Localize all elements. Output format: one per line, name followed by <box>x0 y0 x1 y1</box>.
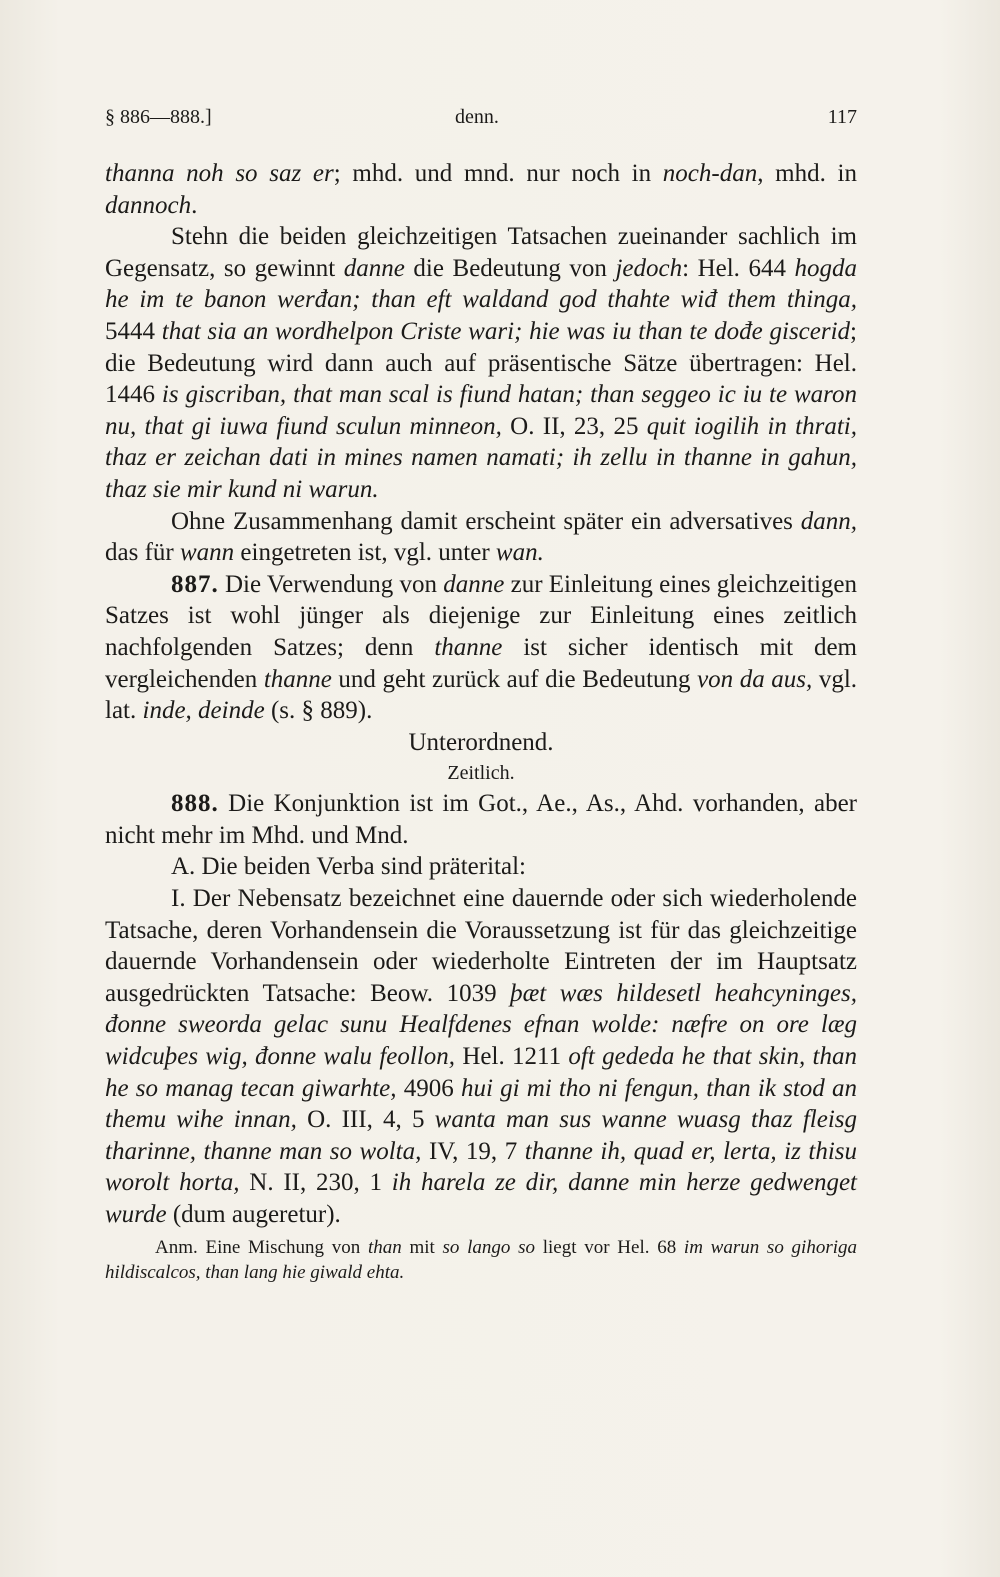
quote: ih harela ze dir, danne min herze gedwenget wurde <box>105 1169 857 1228</box>
text-run: mit <box>401 1236 443 1258</box>
text-run: (dum augeretur). <box>166 1201 341 1228</box>
text-run: eingetreten ist, vgl. unter <box>234 539 496 567</box>
quote: hogda he im te banon werđan; than eft waldand god thahte wiđ them thinga, <box>105 254 858 314</box>
quote: dannoch <box>105 191 192 219</box>
running-header <box>105 106 857 136</box>
quote: so lango so <box>442 1236 536 1258</box>
body-text <box>105 158 857 1304</box>
text-run: und geht zurück auf die Bedeutung <box>331 665 698 693</box>
text-run: (s. § 889). <box>264 697 373 725</box>
text-run: , mhd. in <box>757 160 857 187</box>
quote: wan. <box>495 539 544 567</box>
paragraph-887 <box>105 569 857 727</box>
section-number: 888. <box>171 790 219 818</box>
quote: quit iogilih in thrati, thaz er zeichan dati in mines namen namati; ih zellu in thanne in gahun, thaz sie mir kund ni warun. <box>105 412 858 503</box>
heading-zeitlich: Zeitlich. <box>447 762 515 785</box>
text-run: vgl. lat. <box>105 665 858 725</box>
quote: that sia an wordhelpon Criste wari; hie was iu than te dođe giscerid <box>161 317 851 345</box>
text-run: . <box>191 191 198 219</box>
text-run: das für <box>105 539 180 567</box>
quote: wann <box>179 539 235 567</box>
text-run: A. Die beiden Verba sind präterital: <box>171 853 526 881</box>
subheading-a <box>105 851 857 883</box>
text-run: ; mhd. und mnd. nur noch in <box>333 160 663 187</box>
quote: oft gededa he that skin, than he so manag tecan giwarhte, <box>105 1043 858 1102</box>
quote: dann, <box>800 507 857 535</box>
text-run: zur Einleitung eines gleichzeitigen Satzes ist wohl jünger als diejenige zur Einleitung eines zeitlich nachfolgenden Satzes; denn <box>105 570 858 661</box>
paragraph-i <box>105 883 857 1231</box>
text-run: O. II, 23, 25 <box>501 412 647 440</box>
text-run: I. Der Nebensatz bezeichnet eine dauernde oder sich wiederholende Tatsache, deren Vorhandensein die Voraussetzung ist für das gleichzeitige dauernde Vorhandensein oder wiederholte Eintreten der im Hauptsatz ausgedrückten Tatsache: Beow. 1039 <box>105 885 857 1007</box>
text-run: ist sicher identisch mit dem vergleichenden <box>105 633 857 693</box>
text-run: ; die Bedeutung wird dann auch auf präsentische Sätze übertragen: Hel. 1446 <box>105 317 857 409</box>
text-run: IV, 19, 7 <box>421 1137 525 1165</box>
text-run: O. III, 4, 5 <box>296 1106 435 1134</box>
header-title: denn. <box>455 106 499 128</box>
paragraph-continuation <box>105 158 857 221</box>
footnote-anm <box>105 1235 857 1285</box>
quote: thanna noh so saz er <box>105 160 334 187</box>
quote: thanne <box>263 665 332 693</box>
quote: danne <box>343 254 405 282</box>
text-run: Eine Mischung von <box>197 1236 368 1258</box>
paragraph-gegensatz <box>105 221 857 505</box>
quote: noch-dan <box>662 160 758 187</box>
paragraph-adversativ <box>105 506 857 569</box>
quote: danne <box>443 570 505 598</box>
text-run: Die Konjunktion ist im Got., Ae., As., Ahd. vorhanden, aber nicht mehr im Mhd. und Mnd. <box>105 790 857 849</box>
quote: inde, deinde <box>142 697 265 725</box>
text-run: liegt vor Hel. 68 <box>535 1236 684 1258</box>
text-run: die Bedeutung von <box>404 254 616 282</box>
section-reference: § 886—888.] <box>105 106 212 128</box>
quote: im warun so gihoriga hildiscalcos, than lang hie giwald ehta. <box>105 1236 857 1283</box>
text-run: Die Verwendung von <box>218 570 444 598</box>
note-label: Anm. <box>155 1236 198 1258</box>
quote: thanne ih, quad er, lerta, iz thisu worolt horta, <box>105 1137 857 1197</box>
quote: than <box>367 1236 402 1258</box>
text-run: N. II, 230, 1 <box>239 1169 392 1197</box>
quote: is giscriban, that man scal is fiund hatan; than seggeo ic iu te waron nu, that gi iuwa fiund sculun minneon, <box>105 381 857 440</box>
quote: thanne <box>434 633 503 661</box>
quote: hui gi mi tho ni fengun, than ik stod an themu wihe innan, <box>105 1074 857 1134</box>
text-run: Ohne Zusammenhang damit erscheint später ein adversatives <box>171 507 801 535</box>
quote: von da aus, <box>697 665 813 693</box>
text-run: : Hel. 644 <box>682 254 795 282</box>
quote: þæt wæs hildesetl heahcyninges, đonne sweorda gelac sunu Healfdenes efnan wolde: næfre on ore læg widcuþes wig, đonne walu feollon, <box>105 979 857 1071</box>
paragraph-888 <box>105 788 857 851</box>
page-number: 117 <box>827 106 857 128</box>
text-run: 5444 <box>105 317 162 345</box>
text-run: Stehn die beiden gleichzeitigen Tatsachen zueinander sachlich im Gegensatz, so gewinnt <box>105 223 857 282</box>
quote: wanta man sus wanne wuasg thaz fleisg tharinne, thanne man so wolta, <box>105 1106 857 1165</box>
text-run: 4906 <box>396 1074 461 1102</box>
section-number: 887. <box>171 570 219 598</box>
text-run: Hel. 1211 <box>455 1043 569 1071</box>
quote: jedoch <box>615 254 683 282</box>
heading-unterordnend: Unterordnend. <box>408 728 554 756</box>
